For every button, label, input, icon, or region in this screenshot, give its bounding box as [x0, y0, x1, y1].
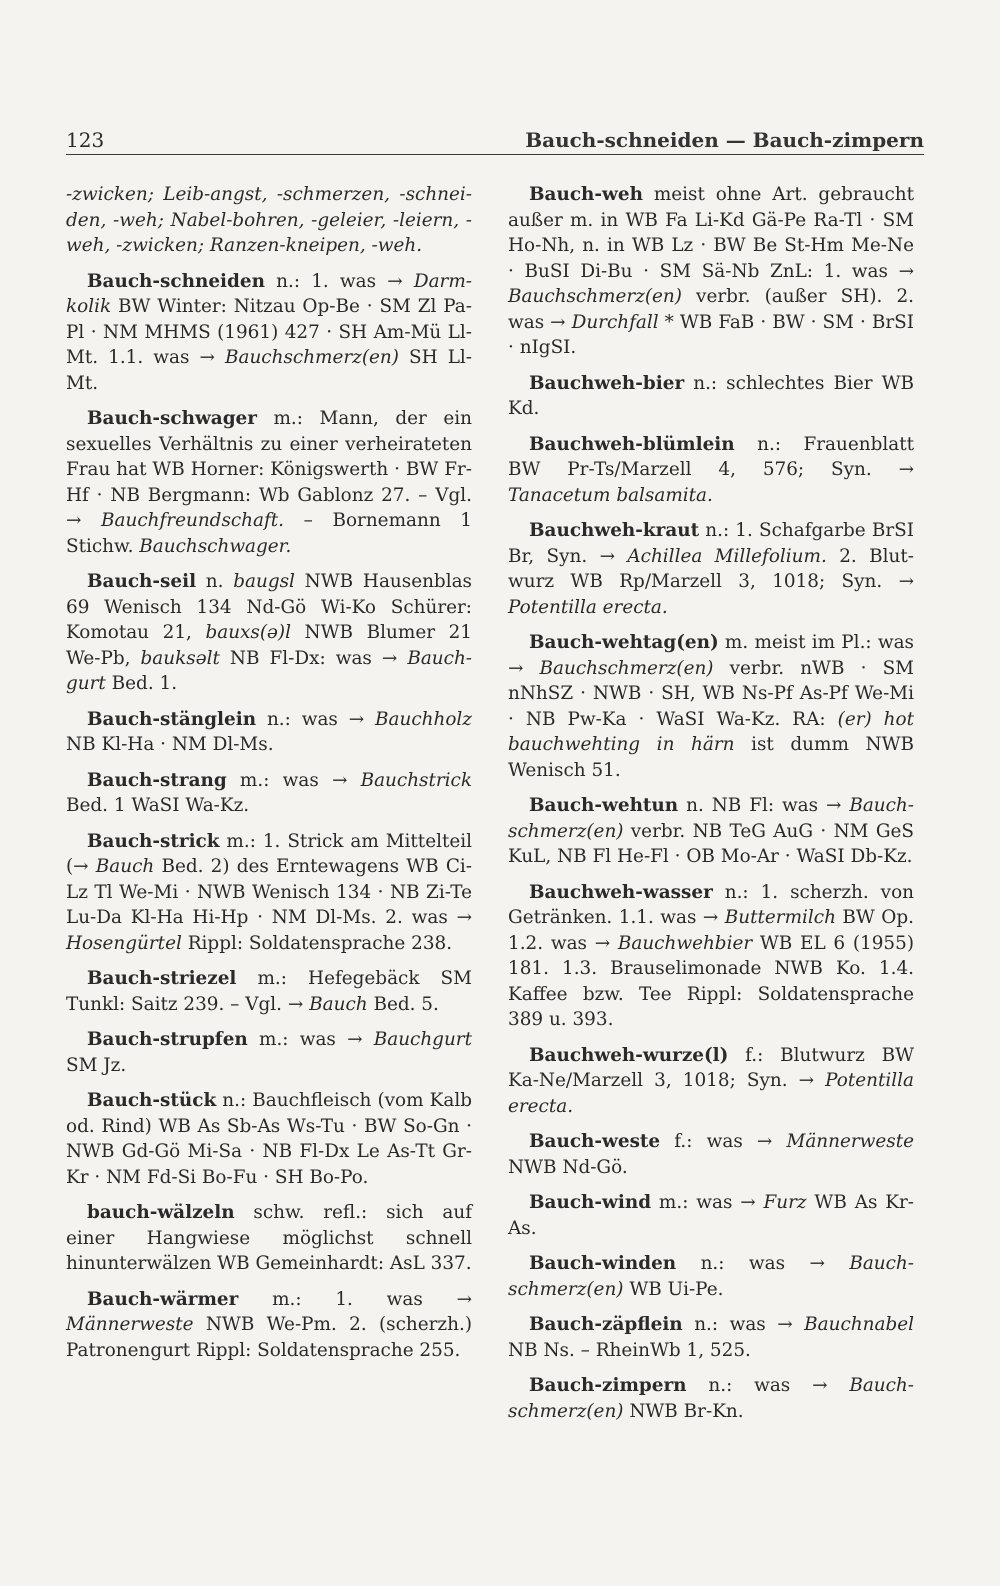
dictionary-entry: [508, 1129, 914, 1180]
entry-text: WB FaB · BW · SM · BrSI · nIgSI.: [508, 311, 914, 358]
entry-italic-text: Bauchnabel: [804, 1314, 914, 1335]
dictionary-entry: [66, 569, 472, 697]
entry-italic-text: Achillea Millefolium.: [627, 545, 827, 567]
entry-text: NB Kl-Ha · NM Dl-Ms.: [66, 734, 274, 755]
entry-text: verbr. nWB · SM nNhSZ · NWB · SH, WB Ns-Pf As-Pf We-Mi · NB Pw-Ka · WaSI Wa-Kz. RA:: [508, 657, 914, 730]
entry-lemma: Bauch-wind: [529, 1192, 652, 1213]
entry-lemma: Bauch-zäpflein: [529, 1314, 683, 1335]
entry-text: Rippl: Soldatensprache 238.: [181, 932, 453, 954]
entry-italic-text: Potentilla erecta.: [508, 1070, 914, 1117]
entry-text: NWB We-Pm. 2. (scherzh.) Patronengurt Rippl: Soldatensprache 255.: [66, 1314, 472, 1361]
entry-text: n. NB Fl: was →: [678, 795, 850, 816]
entry-text: m.: was →: [651, 1192, 764, 1213]
entry-italic-text: Hosengürtel: [66, 932, 182, 954]
page-header: [66, 124, 924, 155]
entry-text: n.: [196, 571, 234, 592]
entry-lemma: Bauch-weste: [529, 1131, 661, 1152]
entry-text: meist ohne Art. gebraucht außer m. in WB Fa Li-Kd Gä-Pe Ra-Tl · SM Ho-Nh, n. in WB Lz · BW Be St-Hm Me-Ne · BuSI Di-Bu · SM Sä-Nb ZnL: 1. was →: [508, 184, 914, 282]
dictionary-entry: [508, 182, 914, 361]
entry-text: m.: 1. Strick am Mittelteil (→: [66, 830, 472, 877]
entry-text: n.: Bauchfleisch (vom Kalb od. Rind) WB As Sb-As Ws-Tu · BW So-Gn · NWB Gd-Gö Mi-Sa · NB Fl-Dx Le As-Tt Gr-Kr · NM Fd-Si Bo-Fu · SH Bo-Po.: [66, 1090, 472, 1188]
entry-text: m.: was →: [247, 1029, 374, 1050]
entry-italic-text: Tanacetum balsamita.: [508, 484, 713, 506]
entry-text: schw. refl.: sich auf einer Hangwiese möglichst schnell hinunterwälzen WB Gemeinhardt: AsL 337.: [66, 1202, 472, 1274]
entry-lemma: Bauchweh-wasser: [529, 881, 713, 903]
entry-text: Bed. 1 WaSI Wa-Kz.: [66, 795, 250, 816]
entry-text: verbr. (außer SH). 2. was →: [508, 286, 914, 333]
dictionary-entry: [508, 1251, 914, 1302]
entry-text: SH Ll-Mt.: [66, 347, 472, 394]
entry-italic-text: bauksəlt: [140, 647, 220, 669]
entry-lemma: Bauch-schneiden: [87, 270, 265, 292]
entry-text: f.: was →: [660, 1131, 787, 1152]
entry-italic-text: baugsl: [233, 571, 295, 592]
entry-italic-text: Bauchwehbier: [617, 932, 753, 954]
dictionary-entry: [508, 371, 914, 422]
entry-lemma: bauch-wälzeln: [87, 1202, 235, 1223]
entry-italic-text: Bauchschmerz(en): [508, 286, 682, 307]
entry-italic-text: Bauchstrick: [360, 769, 472, 791]
entry-lemma: Bauch-stück: [87, 1090, 217, 1111]
entry-italic-text: Männerweste: [66, 1314, 194, 1335]
entry-lemma: Bauch-seil: [87, 571, 197, 592]
entry-text: n.: was →: [256, 708, 376, 730]
entry-text: BW Winter: Nitzau Op-Be · SM Zl Pa-Pl · NM MHMS (1961) 427 · SH Am-Mü Ll-Mt. 1.1. was →: [66, 296, 472, 368]
entry-text: n.: schlechtes Bier WB Kd.: [508, 372, 914, 419]
dictionary-entry: [508, 432, 914, 509]
entry-italic-text: Durchfall *: [571, 311, 674, 333]
entry-text: NWB Hausenblas 69 Wenisch 134 Nd-Gö Wi-Ko Schürer: Komotau 21,: [66, 571, 472, 643]
dictionary-entry: [508, 1190, 914, 1241]
entry-text: Bed. 2) des Erntewagens WB Ci-Lz Tl We-Mi · NWB Wenisch 134 · NB Zi-Te Lu-Da Kl-Ha Hi-Hp · NM Dl-Ms. 2. was →: [66, 856, 473, 928]
entry-italic-text: Bauchschwager.: [139, 535, 292, 557]
entry-lemma: Bauch-wärmer: [87, 1288, 239, 1310]
dictionary-entry: [508, 1373, 914, 1424]
dictionary-entry: [508, 518, 914, 620]
dictionary-entry: [66, 1287, 472, 1364]
entry-lemma: Bauch-weh: [529, 184, 643, 205]
entry-lemma: Bauch-stänglein: [87, 708, 257, 730]
entry-lemma: Bauch-strang: [87, 769, 227, 791]
dictionary-entry: [508, 880, 914, 1033]
entry-italic-text: Männerweste: [786, 1131, 914, 1152]
entry-italic-text: Bauch: [95, 856, 155, 877]
dictionary-entry: [66, 1088, 472, 1190]
entry-lemma: Bauchweh-kraut: [529, 520, 700, 541]
entry-text: m.: 1. was →: [238, 1288, 472, 1310]
left-column: [66, 182, 472, 1373]
running-title: Bauch-schneiden — Bauch-zimpern: [525, 128, 924, 152]
dictionary-entry: [66, 269, 472, 397]
entry-lemma: Bauch-wehtag(en): [529, 632, 719, 653]
dictionary-entry: [66, 406, 472, 559]
entry-italic-text: Bauchholz: [375, 708, 472, 730]
entry-text: NB Fl-Dx: was →: [219, 647, 408, 669]
dictionary-entry: [66, 966, 472, 1017]
entry-lemma: Bauch-zimpern: [529, 1375, 687, 1396]
entry-text: f.: Blutwurz BW Ka-Ne/Marzell 3, 1018; Syn. →: [508, 1044, 914, 1091]
entry-text: WB Ui-Pe.: [623, 1278, 724, 1300]
entry-text: Bed. 5.: [367, 993, 439, 1015]
dictionary-entry: [508, 630, 914, 783]
entry-text: n.: 1. was →: [264, 270, 414, 292]
dictionary-entry: [66, 829, 472, 957]
entry-text: m.: Mann, der ein sexuelles Verhältnis zu einer verheirateten Frau hat WB Horner: Königswerth · BW Fr-Hf · NB Bergmann: Wb Gablonz 27. – Vgl. →: [66, 408, 472, 531]
dictionary-entry: [66, 707, 472, 758]
entry-text: n.: 1. scherzh. von Getränken. 1.1. was →: [508, 881, 914, 928]
entry-lemma: Bauchweh-bier: [529, 372, 685, 394]
entry-italic-text: Bauchfreundschaft.: [101, 510, 285, 531]
entry-italic-text: Bauchgurt: [373, 1029, 472, 1050]
dictionary-entry: [66, 182, 472, 259]
dictionary-entry: [66, 768, 472, 819]
entry-lemma: Bauch-strick: [87, 830, 220, 852]
dictionary-entry: [508, 793, 914, 870]
entry-lemma: Bauch-winden: [529, 1253, 677, 1274]
entry-text: n.: 1. Schafgarbe BrSI Br, Syn. →: [508, 520, 914, 567]
entry-text: WB EL 6 (1955) 181. 1.3. Brauselimonade NWB Ko. 1.4. Kaffee bzw. Tee Rippl: Soldatensprache 389 u. 393.: [508, 932, 914, 1030]
entry-text: NWB Nd-Gö.: [508, 1156, 628, 1178]
entry-lemma: Bauch-strupfen: [87, 1029, 248, 1050]
entry-text: m.: Hefegebäck SM Tunkl: Saitz 239. – Vgl. →: [66, 968, 472, 1015]
entry-italic-text: Bauch: [309, 993, 368, 1015]
entry-italic-text: Bauchschmerz(en): [539, 657, 714, 679]
entry-lemma: Bauch-striezel: [87, 968, 237, 989]
entry-text: NWB Blumer 21 We-Pb,: [66, 622, 472, 669]
entry-text: n.: was →: [686, 1375, 850, 1396]
entry-italic-text: Potentilla erecta.: [508, 596, 668, 618]
entry-italic-text: Darmkolik: [66, 270, 472, 317]
entry-italic-text: Bauchgurt: [66, 647, 473, 694]
entry-italic-text: (er) hot bauchwehting in härn: [508, 708, 914, 755]
entry-italic-text: Bauchschmerz(en): [508, 1253, 914, 1300]
entry-italic-text: -zwicken; Leib-angst, -schmerzen, -schneiden, -weh; Nabel-bohren, -geleier, -leiern, -weh, -zwicken; Ranzen-kneipen, -weh.: [66, 184, 472, 256]
entry-text: Bed. 1.: [105, 673, 178, 694]
entry-text: SM Jz.: [66, 1054, 127, 1076]
entry-text: n.: was →: [682, 1314, 805, 1335]
entry-text: m.: was →: [226, 769, 361, 791]
entry-lemma: Bauch-wehtun: [529, 795, 679, 816]
entry-text: ist dumm NWB Wenisch 51.: [508, 734, 914, 781]
entry-text: NB Ns. – RheinWb 1, 525.: [508, 1339, 751, 1361]
entry-italic-text: Furz: [763, 1192, 807, 1213]
entry-text: m. meist im Pl.: was →: [508, 632, 914, 679]
entry-italic-text: Bauchschmerz(en): [508, 795, 914, 842]
entry-italic-text: Bauchschmerz(en): [224, 347, 399, 368]
entry-text: n.: Frauenblatt BW Pr-Ts/Marzell 4, 576; Syn. →: [508, 433, 914, 480]
page-number: 123: [66, 128, 105, 152]
right-column: [508, 182, 914, 1434]
entry-italic-text: Buttermilch: [724, 907, 836, 928]
dictionary-entry: [66, 1027, 472, 1078]
entry-lemma: Bauch-schwager: [87, 408, 257, 429]
entry-lemma: Bauchweh-wurze(l): [529, 1044, 729, 1066]
dictionary-entry: [508, 1312, 914, 1363]
entry-text: NWB Br-Kn.: [623, 1400, 744, 1422]
entry-lemma: Bauchweh-blümlein: [529, 433, 735, 455]
entry-text: 2. Blutwurz WB Rp/Marzell 3, 1018; Syn. →: [508, 545, 914, 592]
entry-text: – Bornemann 1 Stichw.: [66, 510, 472, 557]
entry-italic-text: bauxs(ə)l: [205, 622, 291, 643]
entry-text: verbr. NB TeG AuG · NM GeS KuL, NB Fl He-Fl · OB Mo-Ar · WaSI Db-Kz.: [508, 820, 914, 867]
dictionary-entry: [508, 1043, 914, 1120]
entry-text: WB As Kr-As.: [508, 1192, 914, 1239]
entry-text: BW Op. 1.2. was →: [508, 907, 914, 954]
entry-italic-text: Bauchschmerz(en): [508, 1375, 914, 1422]
entry-text: n.: was →: [676, 1253, 850, 1274]
dictionary-entry: [66, 1200, 472, 1277]
